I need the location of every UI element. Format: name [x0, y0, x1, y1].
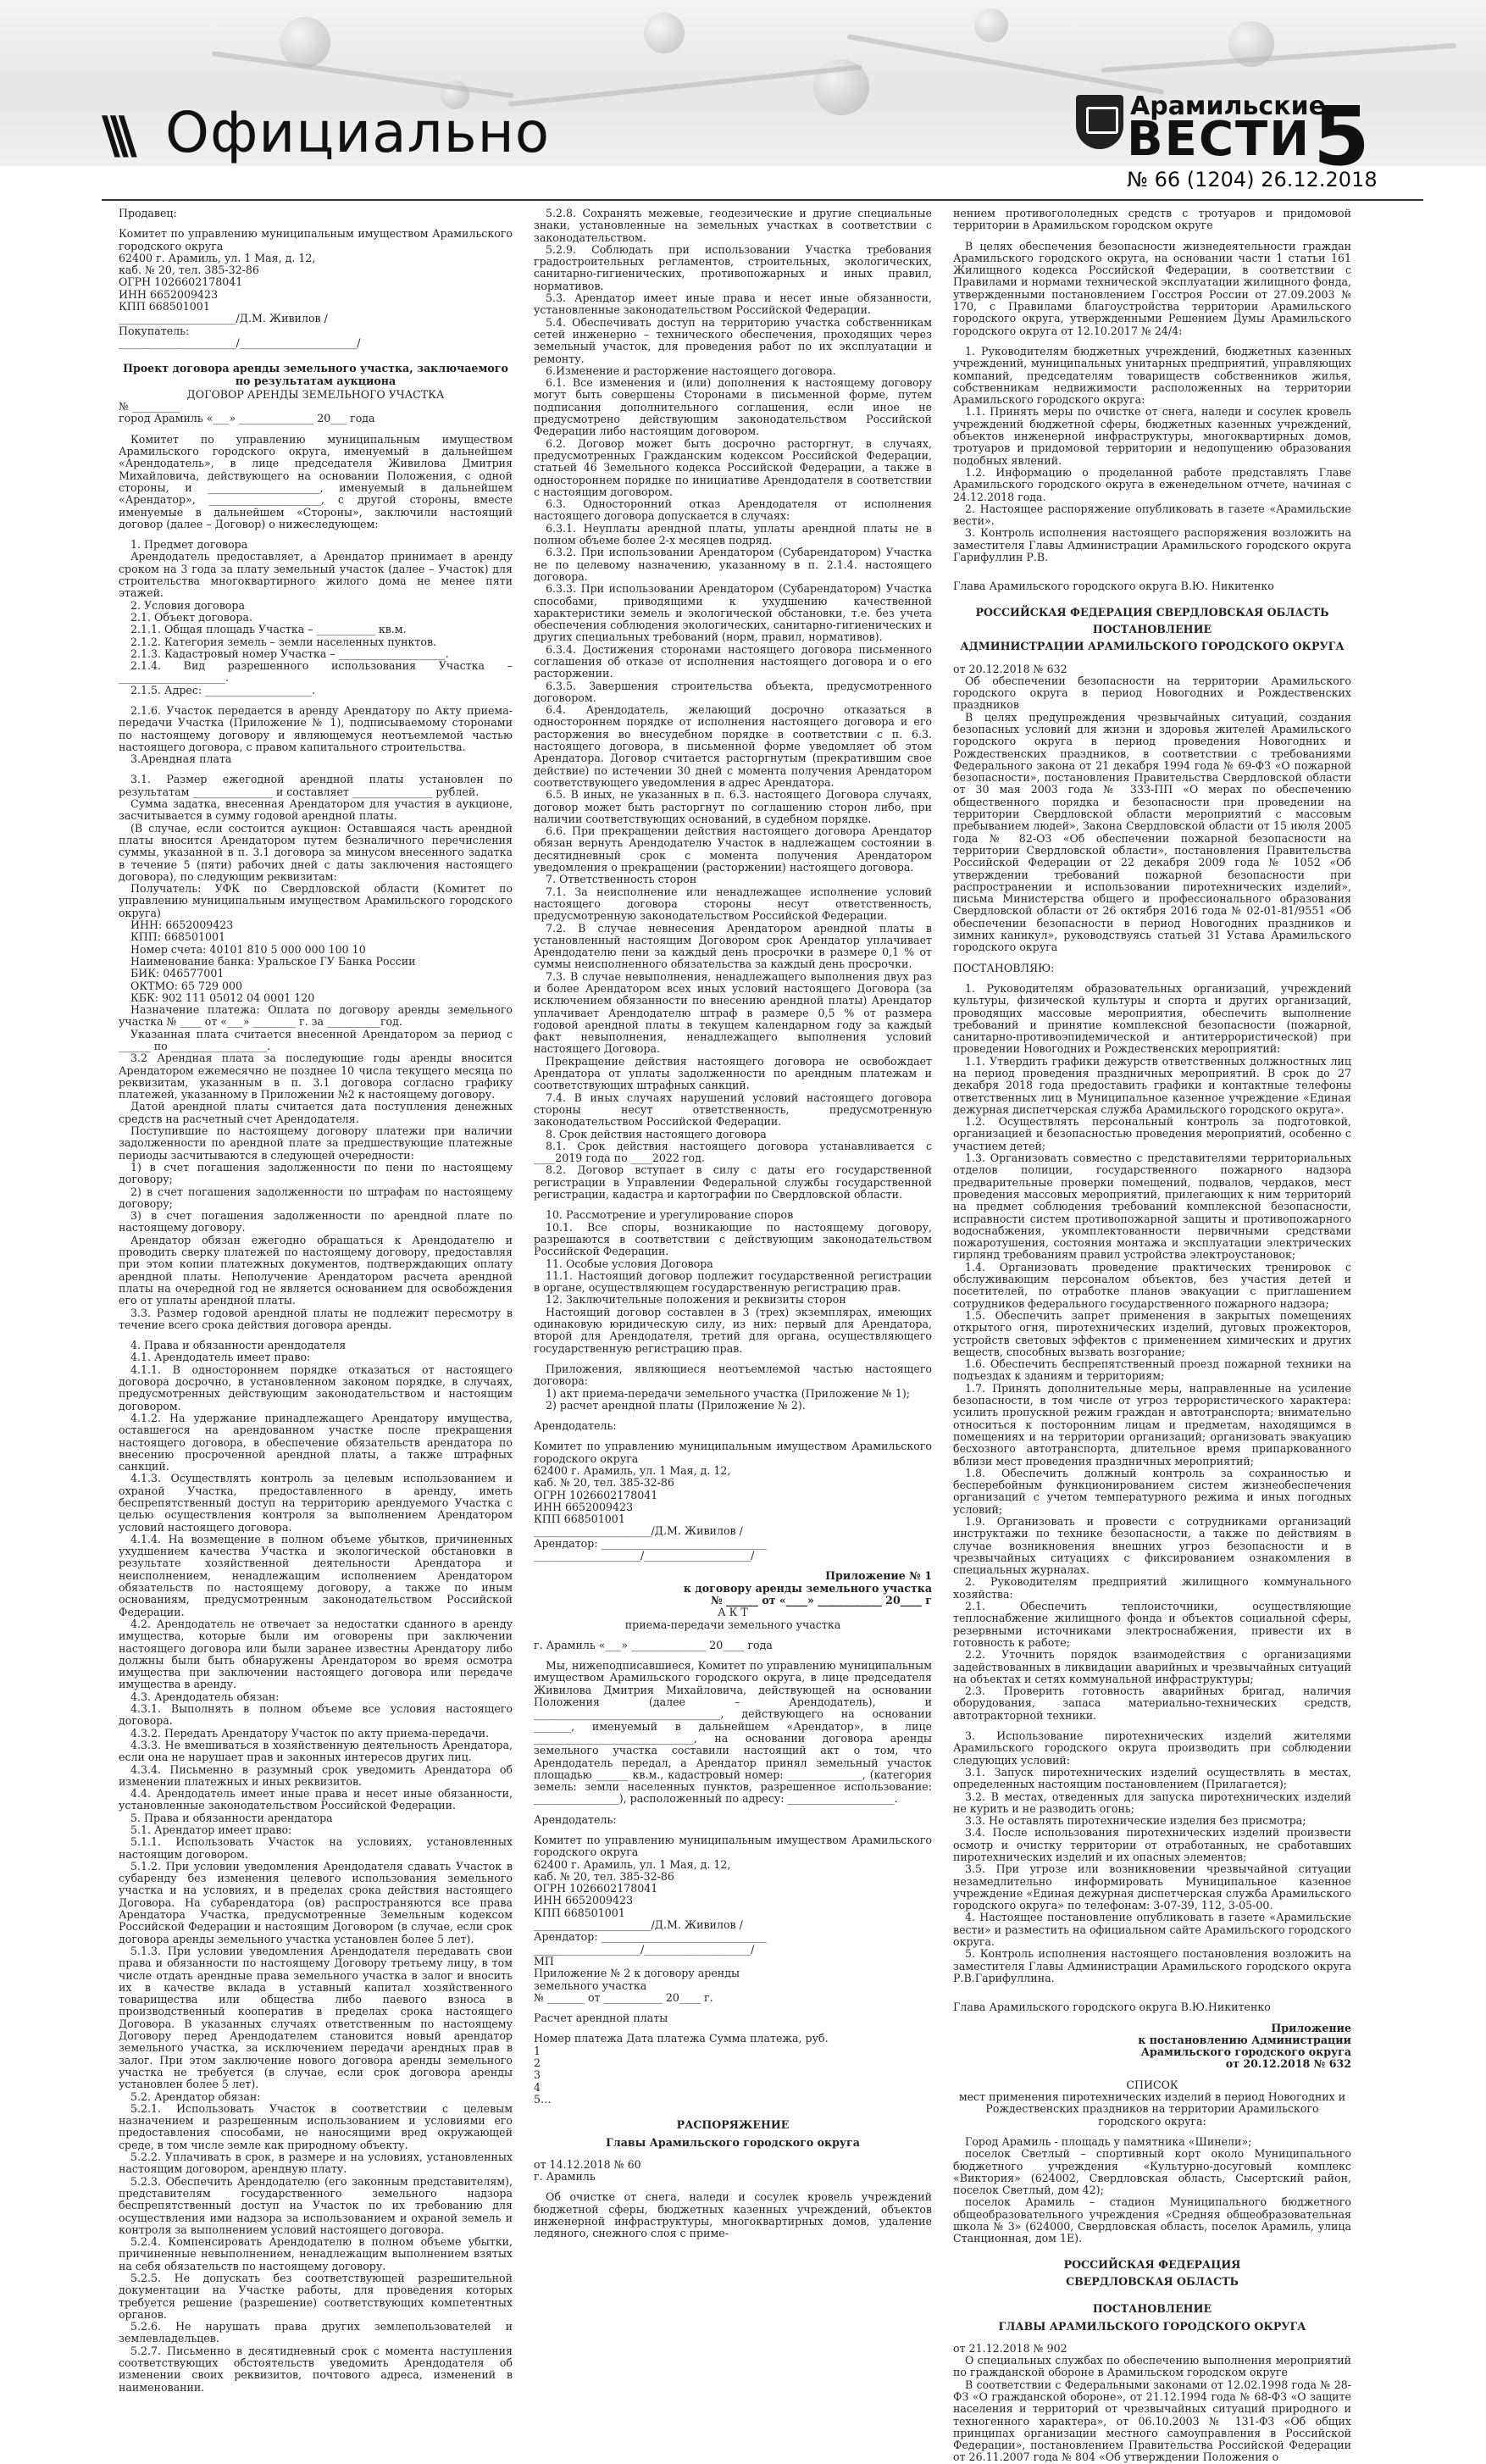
paragraph: 5.2.2. Уплачивать в срок, в размере и на условиях, установленных настоящим договором, арендную плату. [119, 2150, 513, 2176]
paragraph: 6.3.2. При использовании Арендатором (Субарендатором) Участка не по целевому назначению, указанному в п. 2.1.4. настоящего договора. [534, 546, 932, 583]
paragraph: КПП 668501001 [119, 300, 210, 314]
paragraph: 1.1. Принять меры по очистке от снега, наледи и сосулек кровель учреждений бюджетной сферы, бюджетных казенных учреждений, объектов инженерной инфраструктуры, многоквартирных домов, тротуаров и придомовой территории и недопущению образования подобных явлений. [953, 405, 1351, 467]
paragraph: город Арамиль «___» ______________ 20___ года [119, 412, 375, 425]
paragraph: ____________________/____________________/ [534, 1549, 755, 1562]
section-title: Официально [165, 100, 551, 165]
paragraph: Наименование банка: Уральское ГУ Банка России [130, 954, 416, 968]
paragraph: ______________________/Д.М. Живилов / [534, 1524, 743, 1538]
paragraph: 2) в счет погашения задолженности по штрафам по настоящему договору; [119, 1185, 513, 1210]
paragraph: 8.1. Срок действия настоящего договора устанавливается с ____2019 года по ____2022 год. [534, 1139, 932, 1165]
fir-branch-decoration [846, 34, 1164, 95]
paragraph: 2.1.4. Вид разрешенного использования Участка – ____________________. [119, 659, 513, 685]
paragraph: ______________________/______________________/ [119, 336, 361, 349]
paragraph: 5… [534, 2092, 552, 2106]
paragraph: МП [534, 1954, 554, 1967]
paragraph: 1.2. Осуществлять персональный контроль за подготовкой, организацией и безопасностью проведения мероприятий, особенно с участием детей; [953, 1115, 1351, 1152]
paragraph: 2.1.3. Кадастровый номер Участка – ____________________. [130, 647, 449, 660]
paragraph: Номер платежа Дата платежа Сумма платежа, руб. [534, 2032, 829, 2045]
paragraph: ИНН 6652009423 [534, 1894, 634, 1907]
heading: ПОСТАНОВЛЕНИЕ [1092, 622, 1212, 635]
paragraph: 2 [534, 2056, 541, 2070]
paragraph: от 20.12.2018 № 632 [953, 662, 1067, 675]
heading: РОССИЙСКАЯ ФЕДЕРАЦИЯ СВЕРДЛОВСКАЯ ОБЛАСТЬ [975, 605, 1329, 619]
paragraph: 2. Руководителям предприятий жилищного коммунального хозяйства: [953, 1575, 1351, 1601]
paragraph: 5.2.3. Обеспечить Арендодателю (его законным представителям), представителям государственного земельного надзора беспрепятственный доступ на Участок по их требованию для осуществления ими надзора за использованием и охраной земель и контроля за выполнением условий настоящего договора. [119, 2174, 513, 2236]
paragraph: Указанная плата считается внесенной Арендатором за период с ______ по __________________. [119, 1027, 513, 1052]
paragraph: ДОГОВОР АРЕНДЫ ЗЕМЕЛЬНОГО УЧАСТКА [186, 387, 445, 401]
paragraph: Приложение № 2 к договору аренды [534, 1967, 740, 1980]
paragraph: Комитет по управлению муниципальным имуществом Арамильского городского округа [534, 1834, 932, 1859]
paragraph: 8.2. Договор вступает в силу с даты его государственной регистрации в Управлении Федеральной службы государственной регистрации, кадастра и картографии по Свердловской области. [534, 1163, 932, 1201]
heading: РАСПОРЯЖЕНИЕ [676, 2118, 790, 2132]
paragraph: ОГРН 1026602178041 [534, 1882, 658, 1895]
paragraph: ОКТМО: 65 729 000 [130, 979, 243, 992]
paragraph: 2.1.5. Адрес: ____________________. [130, 683, 316, 696]
paragraph: 5. Права и обязанности арендатора [130, 1811, 333, 1824]
paragraph: 5.1.1. Использовать Участок на условиях, установленных настоящим договором. [119, 1835, 513, 1861]
paragraph: 4.3.4. Письменно в разумный срок уведомить Арендатора об изменении платежных и иных реквизитов. [119, 1762, 513, 1788]
paragraph: 4.1.1. В одностороннем порядке отказаться от настоящего договора досрочно, в установленном законом порядке, в случаях, предусмотренных действующим законодательством и настоящим договором. [119, 1362, 513, 1412]
paragraph: 4.4. Арендодатель имеет иные права и несет иные обязанности, установленные законодательством Российской Федерации. [119, 1787, 513, 1812]
paragraph: 7. Ответственность сторон [546, 873, 697, 886]
paragraph: Комитет по управлению муниципальным имуществом Арамильского городского округа [534, 1440, 932, 1465]
paragraph: 2.1.1. Общая площадь Участка – ___________ кв.м. [130, 623, 407, 636]
paragraph: 1.1. Утвердить графики дежурств ответственных должностных лиц на период проведения праздничных мероприятий. В срок до 27 декабря 2018 года предоставить графики и контактные телефоны ответственных лиц в Муниципальное казенное учреждение «Единая дежурная диспетчерская служба Арамильского городского округа». [953, 1054, 1351, 1116]
masthead [0, 0, 1486, 191]
ornament-ball-icon [974, 8, 1008, 42]
paragraph: 5.2.6. Не нарушать права других землепользователей и землевладельцев. [119, 2320, 513, 2345]
paragraph: 62400 г. Арамиль, ул. 1 Мая, д. 12, [534, 1463, 731, 1477]
paragraph: 7.1. За неисполнение или ненадлежащее исполнение условий настоящего договора стороны несут ответственность, предусмотренную законодательством Российской Федерации. [534, 885, 932, 923]
paragraph: 1. Руководителям бюджетных учреждений, бюджетных казенных учреждений, муниципальных унитарных предприятий, управляющих компаний, председателям товариществ собственников жилья, собственникам недвижимости расположенных на территории Арамильского городского округа: [953, 344, 1351, 407]
newspaper-name-small: Арамильские [1130, 92, 1326, 121]
ornament-ball-icon [644, 13, 685, 53]
paragraph: 6.1. Все изменения и (или) дополнения к настоящему договору могут быть совершены Сторонами в письменной форме, путем подписания дополнительного соглашения, если иное не предусмотрено действующим законодательством Российской Федерации либо настоящим договором. [534, 376, 932, 438]
paragraph: 6.3. Односторонний отказ Арендодателя от исполнения настоящего договора допускается в случаях: [534, 497, 932, 523]
paragraph: 3. Использование пиротехнических изделий жителями Арамильского городского округа производить при соблюдении следующих условий: [953, 1729, 1351, 1767]
heading: Главы Арамильского городского округа [606, 2135, 860, 2149]
paragraph: 3.1. Размер ежегодной арендной платы установлен по результатам _______________ и составляет _______________ рублей. [119, 773, 513, 798]
paragraph: к постановлению Администрации [1138, 2033, 1351, 2046]
paragraph: 1) в счет погашения задолженности по пени по настоящему договору; [119, 1160, 513, 1186]
spacer [953, 593, 1351, 602]
paragraph: В соответствии с Федеральными законами от 12.02.1998 года № 28-ФЗ «О гражданской обороне», от 21.12.1994 года № 68-ФЗ «О защите населения и территорий от чрезвычайных ситуаций природного и техногенного характера», от 06.10.2003 № 131-ФЗ «Об общих принципах организации местного самоуправления в Российской Федерации», постановлением Правительства Российской Федерации от 26.11.2007 года № 804 «Об утверждении Положения о [953, 2378, 1351, 2464]
paragraph: Арендодатель: [534, 1812, 617, 1826]
paragraph: к договору аренды земельного участка [683, 1581, 932, 1595]
paragraph: 5.2.5. Не допускать без соответствующей разрешительной документации на Участке работы, для проведения которых требуется решение (разрешение) соответствующих компетентных органов. [119, 2271, 513, 2321]
paragraph: ОГРН 1026602178041 [534, 1488, 658, 1501]
paragraph: 1. Руководителям образовательных организаций, учреждений культуры, физической культуры и спорта и других организаций, проводящих массовые мероприятия, обеспечить выполнение требований и принятие комплексной безопасности (пожарной, санитарно-противоэпидемической и антитеррористической) при проведении Новогодних и Рождественских мероприятий: [953, 981, 1351, 1056]
paragraph: 6.3.3. При использовании Арендатором (Субарендатором) Участка способами, приводящими к ухудшению качественной характеристики земель и экологической обстановки, т.е. без учета обеспечения соблюдения экологических, санитарно-гигиенических и других специальных требований (норм, правил, нормативов). [534, 582, 932, 644]
paragraph: Арендодатель: [534, 1419, 617, 1433]
paragraph: 6.2. Договор может быть досрочно расторгнут, в случаях, предусмотренных Гражданским кодексом Российской Федерации, статьей 46 Земельного кодекса Российской Федерации, а также в одностороннем порядке по инициативе Арендодателя в соответствии с настоящим договором. [534, 436, 932, 498]
paragraph: 1.5. Обеспечить запрет применения в закрытых помещениях открытого огня, пиротехнических изделий, дуговых прожекторов, устройств световых эффектов с применением химических и других веществ, способных вызвать возгорание; [953, 1308, 1351, 1358]
page-number: 5 [1313, 89, 1370, 184]
paragraph: Об очистке от снега, наледи и сосулек кровель учреждений бюджетной сферы, бюджетных казенных учреждений, объектов инженерной инфраструктуры, многоквартирных домов, удаление ледяного, снежного слоя с приме- [534, 2190, 932, 2240]
paragraph: 5.1.2. При условии уведомления Арендодателя сдавать Участок в субаренду без изменения целевого использования земельного участка и на условиях, и в пределах срока действия настоящего Договора. На субарендатора (ов) распространяются все права Арендатора Участка, предусмотренные Земельным кодексом Российской Федерации и настоящим Договором (в случае, если срок договора аренды земельного участка установлен более 5 лет). [119, 1859, 513, 1945]
spacer [953, 563, 1351, 572]
paragraph: № _________ [119, 400, 180, 413]
paragraph: 1) акт приема-передачи земельного участка (Приложение № 1); [546, 1386, 911, 1400]
paragraph: г. Арамиль «___» ______________ 20____ года [534, 1638, 773, 1651]
paragraph: 2. Настоящее распоряжение опубликовать в газете «Арамильские вести». [953, 502, 1351, 528]
paragraph: 7.3. В случае невыполнения, ненадлежащего выполнения двух раз и более Арендатором всех иных условий настоящего Договора (за исключением обязанности по внесению арендной платы) Арендатор уплачивает Арендодателю штраф в размере 0,5 % от размера годовой арендной платы в текущем календарном году за каждый факт невыполнения, ненадлежащего выполнения условий настоящего Договора. [534, 969, 932, 1056]
paragraph: Глава Арамильского городского округа В.Ю.Никитенко [953, 2001, 1271, 2014]
paragraph: 2.1. Обеспечить теплоисточники, осуществляющие теплоснабжение жилищного фонда и объектов социальной сферы, резервными источниками электроснабжения, привести их в готовность к работе; [953, 1600, 1351, 1649]
paragraph: ПОСТАНОВЛЯЮ: [953, 961, 1055, 974]
paragraph: Датой арендной платы считается дата поступления денежных средств на расчетный счет Арендодателя. [119, 1100, 513, 1125]
paragraph: 6.Изменение и расторжение настоящего договора. [546, 363, 836, 377]
heading: Проект договора аренды земельного участка, заключаемого по результатам аукциона [123, 362, 508, 387]
paragraph: В целях обеспечения безопасности жизнедеятельности граждан Арамильского городского округа, на основании части 1 статьи 161 Жилищного кодекса Российской Федерации, в соответствии с Правилами и нормами технической эксплуатации жилищного фонда, утвержденными постановлением Госстроя России от 27.09.2003 № 170, с Правилами благоустройства территории Арамильского городского округа, утвержденными Решением Думы Арамильского городского округа от 12.10.2017 № 24/4: [953, 239, 1351, 337]
paragraph: 5.1.3. При условии уведомления Арендодателя передавать свои права и обязанности по настоящему Договору третьему лицу, в том числе отдать арендные права земельного участка в залог и вносить их в качестве вклада в уставный капитал хозяйственного товарищества или общества либо паевого взноса в производственный кооператив в пределах срока настоящего Договора. В указанных случаях ответственным по настоящему Договору перед Арендодателем становится новый арендатор земельного участка, за исключением передачи арендных прав в залог. При этом заключение нового договора аренды земельного участка не требуется (в случае, если срок договора аренды установлен более 5 лет). [119, 1944, 513, 2091]
paragraph: 5.4. Обеспечивать доступ на территорию участка собственникам сетей инженерно – технического обеспечения, проходящих через земельный участок, для проведения работ по их эксплуатации и ремонту. [534, 315, 932, 365]
paragraph: 6.4. Арендодатель, желающий досрочно отказаться в одностороннем порядке от исполнения настоящего договора и его расторжения во внесудебном порядке в соответствии с п. 6.3. настоящего договора, в письменной форме уведомляет об этом Арендатора. Договор считается расторгнутым (прекратившим свое действие) по истечении 30 дней с момента получения Арендатором соответствующего уведомления в адрес Арендатора. [534, 703, 932, 789]
paragraph: 62400 г. Арамиль, ул. 1 Мая, д. 12, [534, 1857, 731, 1871]
paragraph: 1 [534, 2044, 541, 2057]
paragraph: 1.7. Принять дополнительные меры, направленные на усиление безопасности, в том числе от угроз террористического характера: усилить пропускной режим граждан и автотранспорта; внимательно относиться к посторонним лицам и предметам, находящимся в помещениях и на территории организаций; организовать эвакуацию бесхозного автотранспорта, длительное время припаркованного вблизи мест проведения праздничных мероприятий; [953, 1381, 1351, 1468]
paragraph: 4.3.1. Выполнять в полном объеме все условия настоящего договора. [119, 1702, 513, 1728]
paragraph: Приложение № 1 [825, 1569, 932, 1583]
paragraph: 1. Предмет договора [130, 538, 248, 552]
paragraph: Сумма задатка, внесенная Арендатором для участия в аукционе, засчитывается в сумму годовой арендной платы. [119, 797, 513, 823]
paragraph: 1.3. Организовать совместно с представителями территориальных отделов полиции, государственного пожарного надзора предварительные проверки помещений, подвалов, чердаков, мест проведения массовых мероприятий, прилегающих к ним территорий на предмет соблюдения требований комплексной безопасности, исправности систем противопожарной защиты и противопожарного водоснабжения, укомплектованности первичными средствами пожаротушения, состояния монтажа и эксплуатации электрических гирлянд требованиям правил устройства электроустановок; [953, 1152, 1351, 1262]
paragraph: В целях предупреждения чрезвычайных ситуаций, создания безопасных условий для жизни и здоровья жителей Арамильского городского округа в период проведения Новогодних и Рождественских праздников, в соответствии с требованиями Федерального закона от 21 декабря 1994 года № 69-ФЗ «О пожарной безопасности», постановления Правительства Свердловской области от 30 мая 2003 года № 333-ПП «О мерах по обеспечению общественного порядка и безопасности при проведении на территории Свердловской области мероприятий с массовым пребыванием людей», Закона Свердловской области от 15 июля 2005 года № 82-ОЗ «Об обеспечении пожарной безопасности на территории Свердловской области», постановления Правительства Российской Федерации от 22 декабря 2009 года № 1052 «Об утверждении требований пожарной безопасности при распространении и использовании пиротехнических изделий», письма Министерства общего и профессионального образования Свердловской области от 26 октября 2016 года № 02-01-81/9551 «Об обеспечении безопасности в период Новогодних праздников и зимних каникул», руководствуясь статьей 31 Устава Арамильского городского округа [953, 710, 1351, 954]
paragraph: СПИСОК [1126, 2078, 1178, 2091]
section-slashes-icon: \\\ [102, 106, 127, 165]
paragraph: 5.2.4. Компенсировать Арендодателю в полном объеме убытки, причиненные невыполнением, ненадлежащим выполнением взятых на себя обязательств по настоящему договору. [119, 2235, 513, 2273]
paragraph: 4.3. Арендодатель обязан: [130, 1690, 280, 1703]
paragraph: 62400 г. Арамиль, ул. 1 Мая, д. 12, [119, 251, 316, 264]
paragraph: 5.2.1. Использовать Участок в соответствии с целевым назначением и разрешенным использованием и условиями его предоставления способами, не наносящими вред окружающей среде, в том числе земле как природному объекту. [119, 2101, 513, 2151]
paragraph: Прекращение действия настоящего договора не освобождает Арендатора от уплаты задолженности по арендным платежам и соответствующих штрафных санкций. [534, 1054, 932, 1092]
paragraph: Арендатор обязан ежегодно обращаться к Арендодателю и проводить сверку платежей по настоящему договору, предоставляя при этом копии платежных документов, подтверждающих оплату арендной платы. Неполучение Арендатором расчета арендной платы на очередной год не является основанием для освобождения его от уплаты арендной платы. [119, 1233, 513, 1307]
city-emblem-icon [1076, 95, 1123, 149]
heading: ГЛАВЫ АРАМИЛЬСКОГО ГОРОДСКОГО ОКРУГА [998, 2319, 1306, 2333]
paragraph: 3. Контроль исполнения настоящего распоряжения возложить на заместителя Главы Администрации Арамильского городского округа Гарифуллин Р.В. [953, 526, 1351, 564]
paragraph: Об обеспечении безопасности на территории Арамильского городского округа в период Новогодних и Рождественских праздников [953, 674, 1351, 712]
header-rule [102, 199, 1423, 201]
paragraph: ______________________/Д.М. Живилов / [534, 1918, 743, 1932]
paragraph: 4.1.3. Осуществлять контроль за целевым использованием и охраной Участка, предоставленного в аренду, иметь беспрепятственный доступ на территорию арендуемого Участка с целью осуществления контроля за выполнением Арендатором условий настоящего договора. [119, 1472, 513, 1534]
paragraph: 2. Условия договора [130, 598, 245, 612]
paragraph: 3.3. Не оставлять пиротехнические изделия без присмотра; [965, 1814, 1306, 1828]
paragraph: 4.1.2. На удержание принадлежащего Арендатору имущества, оставшегося на арендованном участке после прекращения настоящего договора, в обеспечение обязательств арендатора по внесению просроченной арендной платы, а также штрафных санкций. [119, 1411, 513, 1473]
spacer [953, 2289, 1351, 2298]
column-right [953, 208, 1351, 2464]
heading: РОССИЙСКАЯ ФЕДЕРАЦИЯ [1063, 2257, 1241, 2271]
paragraph: 6.3.1. Неуплаты арендной платы, уплаты арендной платы не в полном объеме более 2-х месяцев подряд. [534, 521, 932, 547]
paragraph: КБК: 902 111 05012 04 0001 120 [130, 991, 315, 1004]
paragraph: КПП 668501001 [534, 1512, 625, 1526]
paragraph: 4.2. Арендодатель не отвечает за недостатки сданного в аренду имущества, которые были им оговорены при заключении настоящего договора или были заранее известны Арендатору либо должны были быть обнаружены Арендатором во время осмотра имущества при заключении настоящего договора или передаче имущества в аренду. [119, 1617, 513, 1691]
paragraph: каб. № 20, тел. 385-32-86 [119, 264, 259, 277]
paragraph: ИНН 6652009423 [119, 287, 219, 301]
paragraph: Арендодатель предоставляет, а Арендатор принимает в аренду сроком на 3 года за плату земельный участок (далее – Участок) для строительства многоквартирного жилого дома не менее пяти этажей. [119, 550, 513, 600]
paragraph: 4.1. Арендодатель имеет право: [130, 1351, 311, 1364]
paragraph: от 14.12.2018 № 60 [534, 2157, 641, 2171]
paragraph: 3) в счет погашения задолженности по арендной плате по настоящему договору. [119, 1209, 513, 1235]
paragraph: 5.2.8. Сохранять межевые, геодезические и другие специальные знаки, установленные на земельных участках в соответствии с законодательством. [534, 207, 932, 244]
paragraph: мест применения пиротехнических изделий в период Новогодних и Рождественских праздников на территории Арамильского городского округа: [958, 2090, 1346, 2128]
paragraph: Приложение [1271, 2021, 1351, 2034]
paragraph: 1.4. Организовать проведение практических тренировок с обслуживающим персоналом объектов, без участия детей и посетителей, по отработке планов эвакуации с приглашением сотрудников федерального государственного пожарного надзора; [953, 1260, 1351, 1310]
paragraph: г. Арамиль [534, 2170, 596, 2184]
paragraph: от 21.12.2018 № 902 [953, 2341, 1067, 2355]
paragraph: Продавец: [119, 207, 177, 219]
paragraph: 12. Заключительные положения и реквизиты сторон [546, 1293, 846, 1307]
paragraph: 1.9. Организовать и провести с сотрудниками организаций инструктажи по технике безопасности, а также по действиям в случае возникновения внешних угроз безопасности и в чрезвычайных ситуациях с фиксированием ознакомления в специальных журналах. [953, 1514, 1351, 1577]
paragraph: 2) расчет арендной платы (Приложение № 2). [546, 1398, 806, 1412]
paragraph: 5.3. Арендатор имеет иные права и несет иные обязанности, установленные законодательством Российской Федерации. [534, 291, 932, 317]
paragraph: 3.1. Запуск пиротехнических изделий осуществлять в местах, определенных настоящим постановлением (Прилагается); [953, 1765, 1351, 1791]
paragraph: 2.1.2. Категория земель – земли населенных пунктов. [130, 635, 437, 648]
paragraph: КПП: 668501001 [130, 930, 226, 944]
paragraph: О специальных службах по обеспечению выполнения мероприятий по гражданской обороне в Арамильском городском округе [953, 2354, 1351, 2379]
paragraph: 7.2. В случае невнесения Арендатором арендной платы в установленный настоящим Договором срок Арендатор уплачивает Арендодателю пени за каждый день просрочки в размере 0,1 % от суммы неисполненного обязательства за каждый день просрочки. [534, 921, 932, 971]
column-left [119, 208, 513, 2394]
paragraph: 3.2. В местах, отведенных для запуска пиротехнических изделий не курить и не разводить огонь; [953, 1790, 1351, 1815]
paragraph: 10. Рассмотрение и урегулирование споров [546, 1208, 794, 1222]
paragraph: Настоящий договор составлен в 3 (трех) экземплярах, имеющих одинаковую юридическую силу, из них: первый для Арендатора, второй для Арендодателя, третий для органа, осуществляющего государственную регистрацию прав. [534, 1305, 932, 1355]
paragraph: 5.2.7. Письменно в десятидневный срок с момента наступления соответствующих обстоятельств уведомить Арендодателя об изменении своих реквизитов, почтового адреса, изменений в наименовании. [119, 2344, 513, 2394]
newspaper-name-big: ВЕСТИ [1127, 112, 1311, 167]
paragraph: 11. Особые условия Договора [546, 1257, 713, 1270]
paragraph: КПП 668501001 [534, 1906, 625, 1919]
paragraph: ____________________/____________________/ [534, 1942, 755, 1956]
paragraph: Комитет по управлению муниципальным имуществом Арамильского городского округа [119, 227, 513, 253]
paragraph: 1.2. Информацию о проделанной работе представлять Главе Арамильского городского округа в еженедельном отчете, начиная с 24.12.2018 года. [953, 465, 1351, 503]
paragraph: Глава Арамильского городского округа В.Ю. Никитенко [953, 580, 1274, 593]
paragraph: Арендатор: _______________________________ [534, 1536, 767, 1550]
paragraph: Номер счета: 40101 810 5 000 000 100 10 [130, 942, 366, 956]
paragraph: 4.3.3. Не вмешиваться в хозяйственную деятельность Арендатора, если она не нарушает прав и законных интересов других лиц. [119, 1738, 513, 1764]
paragraph: 1.8. Обеспечить должный контроль за сохранностью и бесперебойным функционированием систем жизнеобеспечения организаций с учетом температурного режима и иных погодных условий; [953, 1466, 1351, 1516]
paragraph: 5.2. Арендатор обязан: [130, 2089, 261, 2103]
ornament-ball-icon [280, 17, 330, 68]
paragraph: приема-передачи земельного участка [624, 1618, 841, 1631]
paragraph: Поступившие по настоящему договору платежи при наличии задолженности по арендной плате за предшествующие платежные периоды засчитываются в следующей очередности: [119, 1124, 513, 1162]
heading: СВЕРДЛОВСКАЯ ОБЛАСТЬ [1066, 2274, 1239, 2288]
paragraph: 6.3.4. Достижения сторонами настоящего договора письменного соглашения об отказе от исполнения настоящего договора и о его расторжении. [534, 642, 932, 680]
paragraph: 1.6. Обеспечить беспрепятственный проезд пожарной техники на подъездах к зданиям и территориям; [953, 1357, 1351, 1383]
paragraph: 4.1.4. На возмещение в полном объеме убытков, причиненных ухудшением качества Участка и экологической обстановки в результате хозяйственной деятельности Арендатора и неисполнением, ненадлежащим исполнением Арендатором обязательств по настоящему договору, а также по иным основаниям, предусмотренным законодательством Российской Федерации. [119, 1532, 513, 1618]
paragraph: А К Т [718, 1606, 748, 1619]
paragraph: № ______ от «____» ____________ 20____ г [711, 1593, 932, 1607]
paragraph: Назначение платежа: Оплата по договору аренды земельного участка № ____ от «___» ________ г. за __________год. [119, 1003, 513, 1029]
paragraph: 5.2.9. Соблюдать при использовании Участка требования градостроительных регламентов, строительных, экологических, санитарно-гигиенических, противопожарных и иных правил, нормативов. [534, 242, 932, 292]
paragraph: каб. № 20, тел. 385-32-86 [534, 1869, 674, 1883]
paragraph: (В случае, если состоится аукцион: Оставшаяся часть арендной платы вносится Арендатором путем безналичного перечисления суммы, указанной в п. 3.1 договора за минусом внесенного задатка в течение 5 (пяти) рабочих дней с даты заключения настоящего договора), по следующим реквизитам: [119, 821, 513, 883]
paragraph: 3.2 Арендная плата за последующие годы аренды вносится Арендатором ежемесячно не позднее 10 числа текущего месяца по реквизитам, указанным в п. 3.1 договора согласно графику платежей, указанному в Приложении №2 к настоящему договору. [119, 1052, 513, 1102]
paragraph: 5.1. Арендатор имеет право: [130, 1823, 292, 1836]
paragraph: 6.5. В иных, не указанных в п. 6.3. настоящего Договора случаях, договор может быть расторгнут по соглашению сторон либо, при наличии соответствующих оснований, в судебном порядке. [534, 788, 932, 825]
paragraph: БИК: 046577001 [130, 967, 225, 980]
paragraph: ИНН 6652009423 [534, 1500, 634, 1513]
issue-number-date: № 66 (1204) 26.12.2018 [1127, 168, 1378, 191]
paragraph: 3.4. После использования пиротехнических изделий произвести осмотр и очистку территории от отработанных, не сработавших пиротехнических изделий и их опасных элементов; [953, 1826, 1351, 1863]
column-middle [534, 208, 932, 2240]
paragraph: 11.1. Настоящий договор подлежит государственной регистрации в органе, осуществляющем государственную регистрацию прав. [534, 1268, 932, 1295]
paragraph: 4 [534, 2080, 541, 2094]
paragraph: поселок Светлый – спортивный корт около Муниципального бюджетного учреждения «Культурно-досуговый комплекс «Виктория» (624002, Свердловская область, Сысертский район, поселок Светлый, дом 42); [953, 2147, 1351, 2197]
paragraph: Расчет арендной платы [534, 2012, 668, 2025]
paragraph: 2.1. Объект договора. [130, 610, 253, 624]
paragraph: Приложения, являющиеся неотъемлемой частью настоящего договора: [534, 1362, 932, 1388]
paragraph: 3 [534, 2068, 541, 2082]
fir-branch-decoration [508, 64, 862, 107]
paragraph: нением противогололедных средств с тротуаров и придомовой территории в Арамильском городском округе [953, 207, 1351, 232]
paragraph: 2.1.6. Участок передается в аренду Арендатору по Акту приема-передачи Участка (Приложение № 1), подписываемому сторонами по настоящему договору и являющемуся неотъемлемой частью настоящего договора, с правом капитального строительства. [119, 703, 513, 753]
paragraph: Город Арамиль - площадь у памятника «Шинели»; [965, 2134, 1252, 2148]
heading: ПОСТАНОВЛЕНИЕ [1092, 2302, 1212, 2316]
paragraph: 3.Арендная плата [130, 752, 232, 766]
spacer [953, 2245, 1351, 2254]
paragraph: Комитет по управлению муниципальным имуществом Арамильского городского округа, именуемый в дальнейшем «Арендодатель», в лице председателя Живилова Дмитрия Михайловича, действующего на основании Положения, с одной стороны, и _____________________, именуемый в дальнейшем «Арендатор», _____________________, с другой стороны, вместе именуемые в дальнейшем «Стороны», заключили настоящий договор (далее – Договор) о нижеследующем: [119, 432, 513, 530]
paragraph: 6.3.5. Завершения строительства объекта, предусмотренного договором. [534, 679, 932, 704]
paragraph: 2.3. Проверить готовность аварийных бригад, наличия оборудования, запаса материально-технических средств, автотракторной техники. [953, 1684, 1351, 1722]
paragraph: Мы, нижеподписавшиеся, Комитет по управлению муниципальным имуществом Арамильского городского округа, в лице председателя Живилова Дмитрия Михайловича, действующей на основании Положения (далее – Арендодатель), и ___________________________________, действующего на основании _______, именуемый в дальнейшем «Арендатор», в лице ______________________________, на основании договора аренды земельного участка составили настоящий акт о том, что Арендодатель передал, а Арендатор принял земельный участок площадью ______ кв.м., кадастровый номер: ______________, (категория земель: земли населенных пунктов, разрешенное использование: ________________), расположенный по адресу: ____________________. [534, 1659, 932, 1806]
paragraph: Покупатель: [119, 324, 190, 337]
paragraph: 5. Контроль исполнения настоящего постановления возложить на заместителя Главы Администрации Арамильского городского округа Р.В.Гарифуллина. [953, 1947, 1351, 1984]
paragraph: 4.3.2. Передать Арендатору Участок по акту приема-передачи. [130, 1726, 490, 1740]
fir-branch-decoration [212, 51, 514, 98]
paragraph: 2.2. Уточнить порядок взаимодействия с организациями задействованных в ликвидации аварийных и чрезвычайных ситуаций на объектах и сетях коммунальной инфраструктуры; [953, 1648, 1351, 1685]
paragraph: 4. Права и обязанности арендодателя [130, 1339, 347, 1352]
paragraph: Арамильского городского округа [1140, 2045, 1351, 2059]
paragraph: ОГРН 1026602178041 [119, 275, 243, 289]
spacer [953, 655, 1351, 663]
paragraph: 3.3. Размер годовой арендной платы не подлежит пересмотру в течение всего срока действия договора аренды. [119, 1306, 513, 1331]
paragraph: 4. Настоящее постановление опубликовать в газете «Арамильские вести» и разместить на официальном сайте Арамильского городского округа. [953, 1911, 1351, 1949]
paragraph: от 20.12.2018 № 632 [1225, 2057, 1351, 2071]
paragraph: 10.1. Все споры, возникающие по настоящему договору, разрешаются в соответствии с действующим законодательством Российской Федерации. [534, 1220, 932, 1258]
paragraph: 3.5. При угрозе или возникновении чрезвычайной ситуации незамедлительно информировать Муниципальное казенное учреждение «Единая дежурная диспетчерская служба Арамильского городского округа» по телефонам: 3-07-39, 112, 3-05-00. [953, 1862, 1351, 1912]
spacer [119, 349, 513, 358]
heading: АДМИНИСТРАЦИИ АРАМИЛЬСКОГО ГОРОДСКОГО ОКРУГА [960, 640, 1345, 653]
paragraph: поселок Арамиль – стадион Муниципального бюджетного общеобразовательного учреждения «Средняя общеобразовательная школа № 3» (624000, Свердловская область, поселок Арамиль, улица Станционная, дом 1Е). [953, 2195, 1351, 2245]
paragraph: 6.6. При прекращении действия настоящего договора Арендатор обязан вернуть Арендодателю Участок в надлежащем состоянии в десятидневный срок с момента получения Арендатором уведомления о прекращении (расторжении) настоящего договора. [534, 824, 932, 874]
paragraph: земельного участка [534, 1978, 647, 1992]
paragraph: № _______ от ___________ 20____ г. [534, 1990, 713, 2004]
paragraph: каб. № 20, тел. 385-32-86 [534, 1476, 674, 1490]
fir-branch-decoration [1101, 43, 1456, 73]
paragraph: 8. Срок действия настоящего договора [546, 1127, 767, 1140]
paragraph: 7.4. В иных случаях нарушений условий настоящего договора стороны несут ответственность, предусмотренную законодательством Российской Федерации. [534, 1090, 932, 1129]
paragraph: ИНН: 6652009423 [130, 918, 234, 932]
paragraph: Получатель: УФК по Свердловской области (Комитет по управлению муниципальным имуществом Арамильского городского округа) [119, 882, 513, 919]
spacer [953, 1984, 1351, 1993]
spacer [534, 2106, 932, 2114]
paragraph: ______________________/Д.М. Живилов / [119, 312, 328, 325]
paragraph: Арендатор: _______________________________ [534, 1930, 767, 1944]
